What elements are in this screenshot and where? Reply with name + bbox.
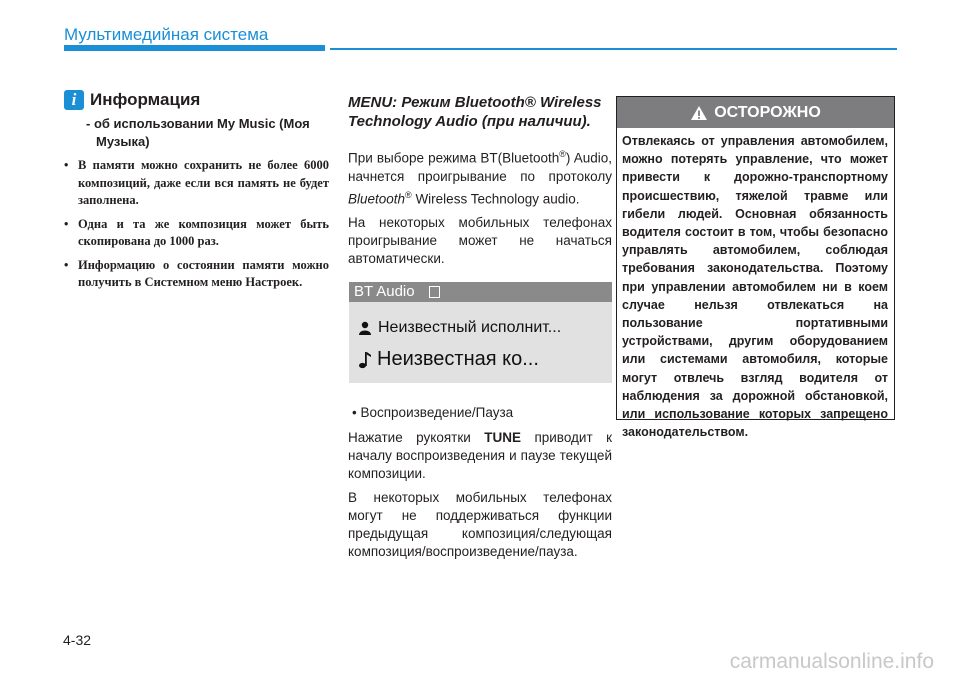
watermark: carmanualsonline.info [729, 650, 934, 673]
bluetooth-icon [429, 286, 440, 298]
music-note-icon [358, 351, 372, 369]
info-subtitle: - об использовании My Music (Моя Музыка) [86, 116, 310, 149]
warning-triangle-icon [690, 105, 708, 121]
info-heading [64, 90, 329, 110]
bt-compat-paragraph: В некоторых мобильных телефонах могут не поддерживаться функции предыдущая композиция/следующая композиция/воспроизведение/пауза. [348, 490, 612, 559]
bt-audio-column [348, 93, 612, 268]
page-number: 4-32 [63, 632, 92, 648]
info-bullet: • В памяти можно сохранить не более 6000 композиций, даже если вся память не будет заполнена. [64, 157, 329, 210]
info-title: Информация [90, 90, 201, 109]
header-rule-thin [330, 48, 897, 50]
bt-screen-title-bar [349, 282, 612, 302]
bt-artist-row [358, 319, 561, 337]
bt-tune-paragraph: Нажатие рукоятки TUNE приводит к началу воспроизведения и паузе текущей композиции. [348, 430, 612, 481]
bt-track-row [358, 348, 539, 371]
info-bullet-list [64, 157, 329, 292]
warning-box [616, 96, 895, 440]
section-header-title: Мультимедийная система [64, 25, 269, 44]
info-bullet: • Информацию о состоянии памяти можно получить в Системном меню Настроек. [64, 257, 329, 292]
warning-title: ОСТОРОЖНО [714, 103, 821, 121]
bt-track-text: Неизвестная ко... [377, 348, 539, 370]
bt-audio-screen [349, 282, 612, 383]
bt-section-title: MENU: Режим Bluetooth® Wireless Technology Audio (при наличии). [348, 94, 602, 130]
info-column [64, 90, 329, 298]
bt-bullet-play-pause: • Воспроизведение/Пауза [352, 405, 514, 420]
info-icon: i [64, 90, 84, 110]
bt-note-paragraph: На некоторых мобильных телефонах проигрывание может не начаться автоматически. [348, 215, 612, 266]
bt-artist-text: Неизвестный исполнит... [378, 319, 562, 336]
warning-header [617, 97, 894, 128]
bt-screen-label: BT Audio [354, 283, 415, 300]
info-bullet: • Одна и та же композиция может быть скопирована до 1000 раз. [64, 216, 329, 251]
warning-text: Отвлекаясь от управления автомобилем, можно потерять управление, что может привести к дорожно-транспортному происшествию, тяжелой травме или гибели людей. Основная обязанность водителя состоит в том, чтобы безопасно управлять автомобилем, соблюдая требования законодательства. Поэтому при управлении автомобилем ни в коем случае нельзя отвлекаться на пользование портативными устройствами, другим оборудованием или системами автомобиля, которые могут отвлечь взгляд водителя от наблюдения за дорожной обстановкой, или использование которых запрещено законодательством. [622, 134, 888, 440]
bt-intro-paragraph: При выборе режима BT(Bluetooth®) Audio, начнется проигрывание по протоколу Bluetooth® Wireless Technology audio. [348, 149, 613, 206]
header-rule-thick [64, 45, 325, 51]
bt-playback-section [348, 404, 612, 561]
person-icon [358, 321, 372, 335]
